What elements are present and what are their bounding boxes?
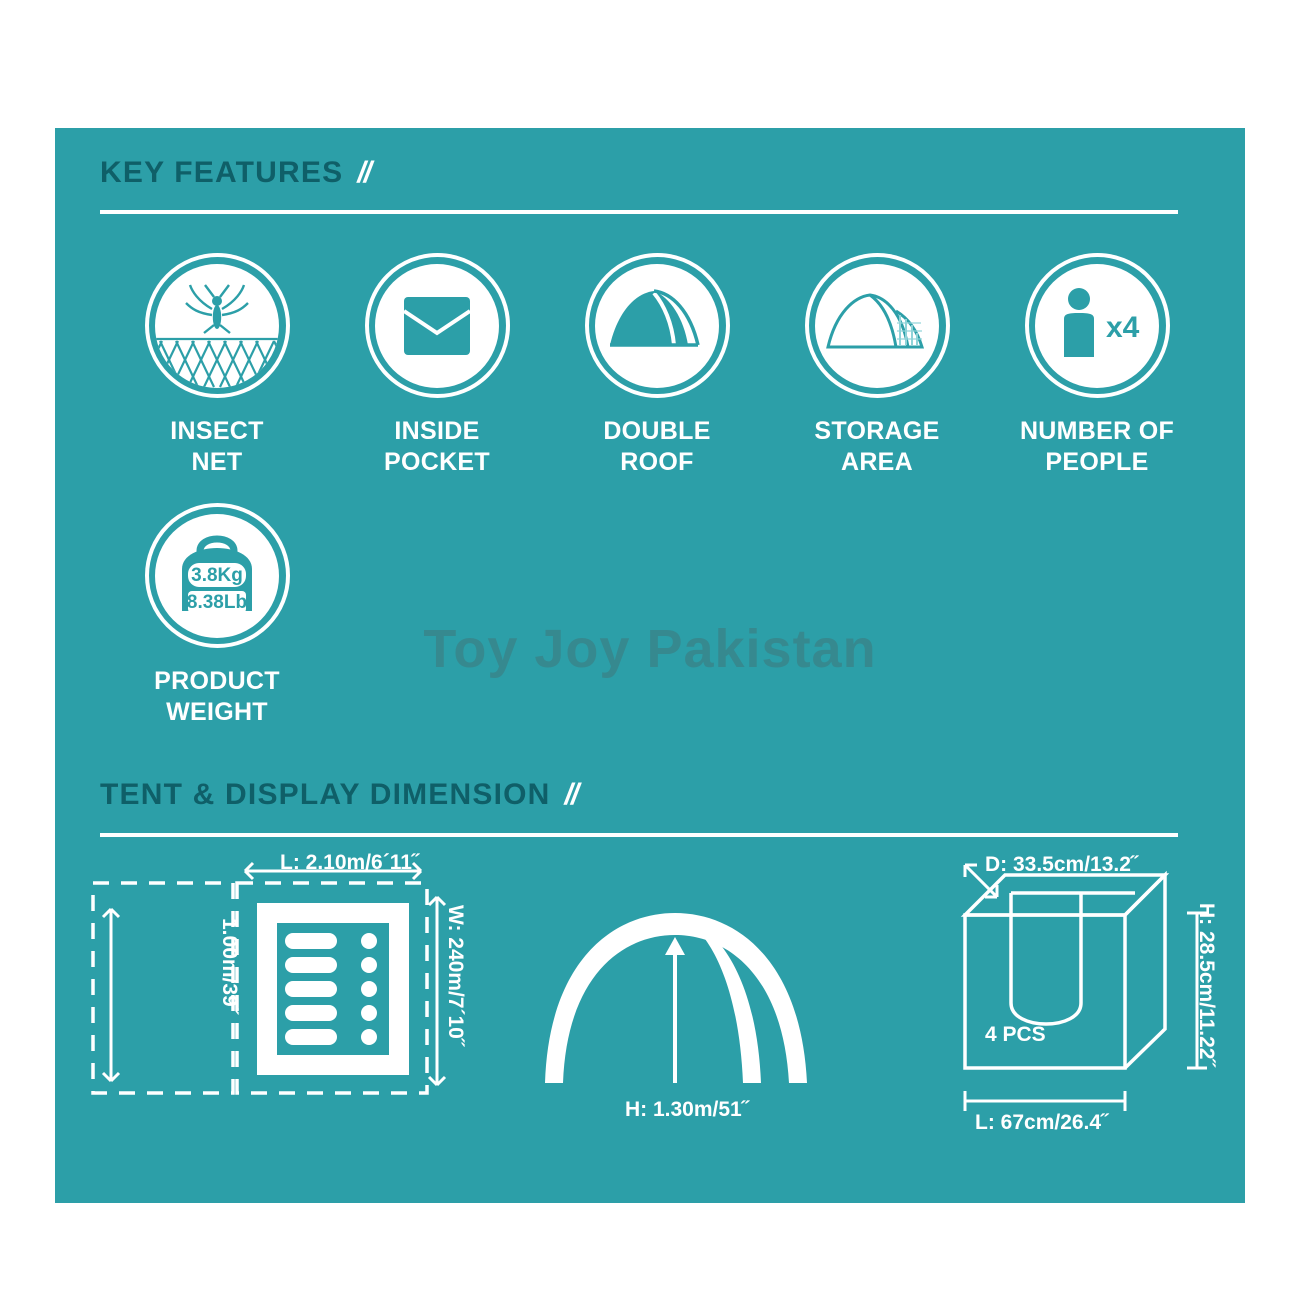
dimensions-divider: [100, 833, 1178, 837]
package-length-text: L: 67cm/26.4˝: [975, 1111, 1109, 1134]
footprint-width-text: W: 240m/7´10˝: [444, 905, 467, 1046]
dimensions-slashes: //: [564, 778, 578, 811]
inside-pocket-icon: [365, 253, 510, 398]
feature-label: DOUBLE ROOF: [603, 417, 711, 477]
insect-net-icon: [145, 253, 290, 398]
footprint-length-text: L: 2.10m/6´11˝: [280, 851, 419, 874]
weight-kg-text: 3.8Kg: [191, 564, 243, 586]
people-count-badge: x4: [1106, 310, 1140, 344]
number-of-people-icon: [1025, 253, 1170, 398]
double-roof-icon: [585, 253, 730, 398]
feature-label: STORAGE AREA: [814, 417, 940, 477]
feature-label: INSECT NET: [170, 417, 264, 477]
tent-height-text: H: 1.30m/51˝: [625, 1098, 749, 1121]
feature-label: NUMBER OF PEOPLE: [1019, 417, 1175, 477]
dimension-diagrams: [55, 843, 1245, 1183]
package-depth-text: D: 33.5cm/13.2˝: [985, 853, 1138, 876]
tent-height-diagram: [525, 893, 855, 1133]
footprint-diagram: [85, 853, 485, 1153]
feature-inside-pocket: [327, 253, 547, 479]
key-features-heading: [100, 156, 370, 190]
feature-label: PRODUCT WEIGHT: [154, 667, 280, 727]
feature-product-weight-wrap: [107, 503, 347, 729]
package-pieces-text: 4 PCS: [985, 1023, 1046, 1046]
feature-label: INSIDE POCKET: [384, 417, 490, 477]
dimensions-title: TENT & DISPLAY DIMENSION: [100, 778, 551, 811]
feature-double-roof: [547, 253, 767, 479]
footprint-depth-text: 1.00m/39˝: [218, 918, 241, 1014]
storage-area-icon: [805, 253, 950, 398]
feature-list: [107, 253, 1207, 479]
key-features-divider: [100, 210, 1178, 214]
feature-insect-net: [107, 253, 327, 479]
key-features-title: KEY FEATURES: [100, 156, 344, 189]
feature-number-of-people: [987, 253, 1207, 479]
teal-panel: [55, 128, 1245, 1203]
feature-product-weight: [107, 503, 327, 729]
dimensions-heading: [100, 778, 577, 812]
weight-lb-text: 8.38Lb: [186, 591, 248, 613]
feature-storage-area: [767, 253, 987, 479]
package-height-text: H: 28.5cm/11.22˝: [1195, 903, 1218, 1067]
product-weight-icon: [145, 503, 290, 648]
watermark: Toy Joy Pakistan: [423, 619, 877, 679]
key-features-slashes: //: [357, 156, 370, 189]
